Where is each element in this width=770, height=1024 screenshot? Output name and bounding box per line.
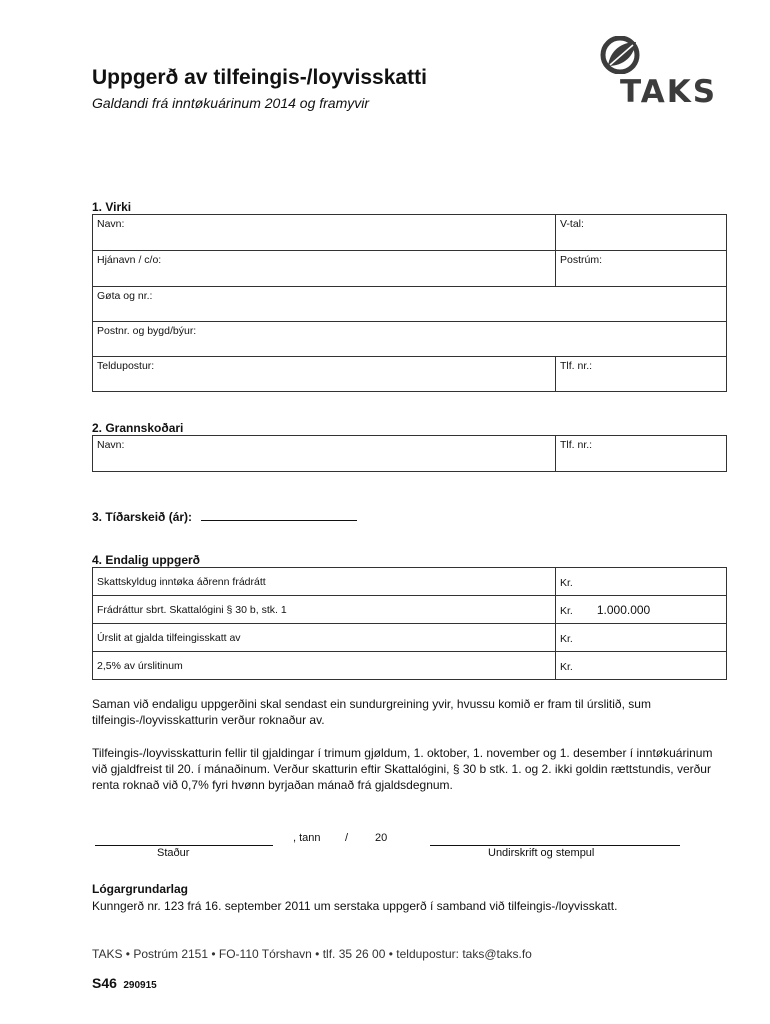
company-name-field[interactable]: Navn:	[93, 215, 556, 251]
date-slash: /	[345, 832, 349, 844]
signature-input-line[interactable]	[430, 845, 680, 846]
currency-label: Kr.	[560, 660, 573, 673]
table-row	[93, 215, 727, 251]
taks-logo	[598, 36, 734, 108]
section3-heading: 3. Tíðarskeið (ár):	[92, 510, 193, 524]
vtal-field[interactable]: V-tal:	[556, 215, 727, 251]
period-input-line[interactable]	[201, 520, 357, 521]
legal-text: Kunngerð nr. 123 frá 16. september 2011 um serstaka uppgerð í samband við tilfeingis-/loyvisskatt.	[92, 899, 618, 913]
table-row	[93, 322, 727, 357]
settlement-label: Frádráttur sbrt. Skattalógini § 30 b, stk. 1	[93, 596, 556, 624]
year-prefix: 20	[375, 832, 388, 844]
paragraph-analysis: Saman við endaligu uppgerðini skal sendast ein sundurgreining yvir, hvussu komið er fram til úrslitið, sum tilfeingis-/loyvisskatturin verður roknaður av.	[92, 697, 651, 727]
table-row	[93, 287, 727, 322]
currency-label: Kr.	[560, 604, 573, 617]
table-row	[93, 624, 727, 652]
currency-label: Kr.	[560, 632, 573, 645]
company-table	[92, 214, 727, 392]
section1-heading: 1. Virki	[92, 200, 132, 214]
amount-field[interactable]	[556, 624, 727, 652]
table-row	[93, 568, 727, 596]
date-tann-label: , tann	[293, 832, 321, 844]
form-subtitle: Galdandi frá inntøkuárinum 2014 og framyvir	[92, 95, 370, 111]
auditor-table	[92, 435, 727, 472]
form-code	[92, 975, 157, 993]
settlement-label: 2,5% av úrslitinum	[93, 652, 556, 680]
logo-text: TAKS	[620, 74, 718, 110]
table-row	[93, 596, 727, 624]
form-code-number: S46	[92, 975, 117, 991]
pobox-field[interactable]: Postrúm:	[556, 251, 727, 287]
form-code-date: 290915	[123, 980, 157, 991]
auditor-name-field[interactable]: Navn:	[93, 436, 556, 472]
currency-label: Kr.	[560, 576, 573, 589]
phone-field[interactable]: Tlf. nr.:	[556, 357, 727, 392]
settlement-table	[92, 567, 727, 680]
table-row	[93, 251, 727, 287]
place-label: Staður	[157, 847, 190, 859]
signature-label: Undirskrift og stempul	[488, 847, 595, 859]
section4-heading: 4. Endalig uppgerð	[92, 553, 201, 567]
place-input-line[interactable]	[95, 845, 273, 846]
leaf-logo-icon	[600, 36, 640, 74]
auditor-phone-field[interactable]: Tlf. nr.:	[556, 436, 727, 472]
form-title: Uppgerð av tilfeingis-/loyvisskatti	[92, 66, 427, 89]
alias-field[interactable]: Hjánavn / c/o:	[93, 251, 556, 287]
legal-heading: Lógargrundarlag	[92, 882, 189, 896]
table-row	[93, 436, 727, 472]
email-field[interactable]: Teldupostur:	[93, 357, 556, 392]
settlement-label: Úrslit at gjalda tilfeingisskatt av	[93, 624, 556, 652]
amount-field[interactable]	[556, 568, 727, 596]
settlement-label: Skattskyldug inntøka áðrenn frádrátt	[93, 568, 556, 596]
postcode-city-field[interactable]: Postnr. og bygd/býur:	[93, 322, 727, 357]
amount-value: 1.000.000	[596, 602, 651, 617]
table-row	[93, 652, 727, 680]
amount-field[interactable]	[556, 652, 727, 680]
street-field[interactable]: Gøta og nr.:	[93, 287, 727, 322]
footer-address: TAKS • Postrúm 2151 • FO-110 Tórshavn • tlf. 35 26 00 • teldupostur: taks@taks.fo	[92, 947, 532, 961]
table-row	[93, 357, 727, 392]
amount-field[interactable]	[556, 596, 727, 624]
section2-heading: 2. Grannskoðari	[92, 421, 184, 435]
paragraph-payment: Tilfeingis-/loyvisskatturin fellir til gjaldingar í trimum gjøldum, 1. oktober, 1. november og 1. desember í inntøkuárinum við gjaldfreist til 20. í mánaðinum. Verður skatturin eftir Skattalógini, § 30 b stk. 1. og 2. ikki goldin rættstundis, verður renta roknað við 0,7% fyri hvønn byrjaðan mánað frá gjaldsdegnum.	[92, 746, 713, 792]
